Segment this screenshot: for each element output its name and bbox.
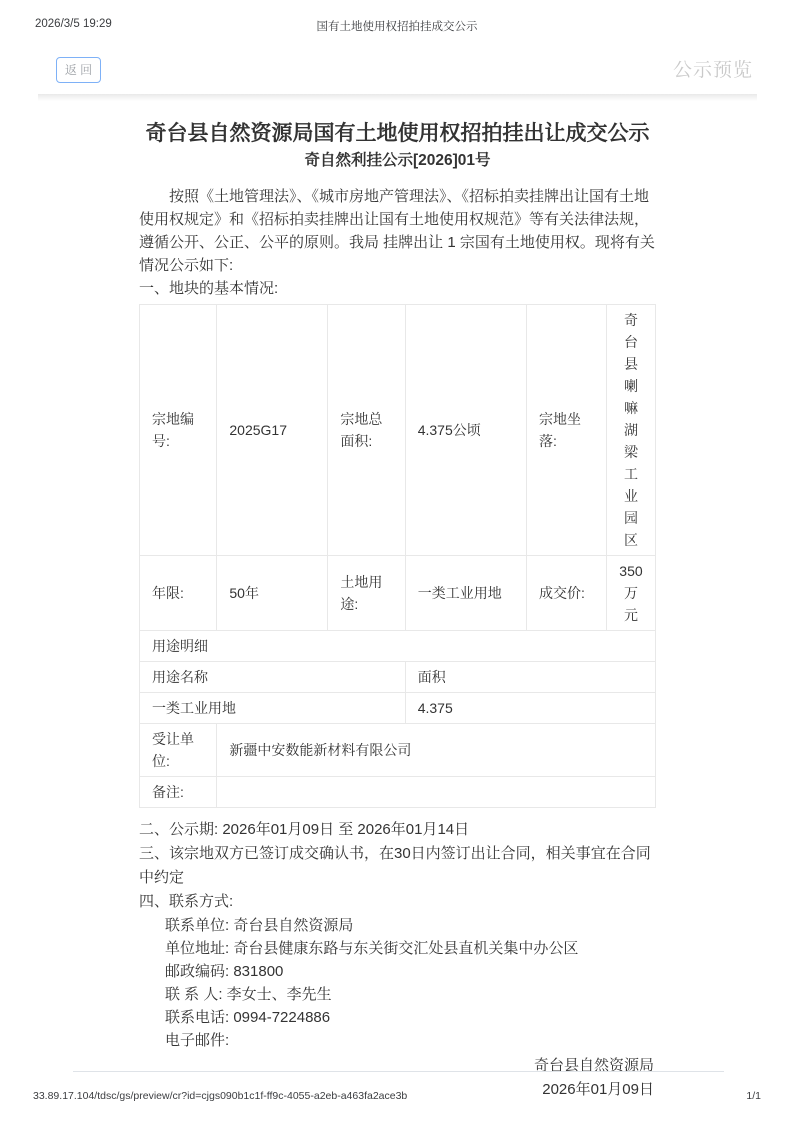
page-bottom-divider: [73, 1071, 724, 1072]
table-row: [140, 777, 656, 808]
contact-email-line: 电子邮件:: [165, 1032, 230, 1049]
usage-detail-heading: 用途明细: [140, 631, 656, 662]
usage-area-value: 4.375: [405, 693, 655, 724]
land-use-value: 一类工业用地: [405, 556, 526, 631]
section4-heading: 四、联系方式:: [139, 893, 234, 910]
usage-name-header: 用途名称: [140, 662, 406, 693]
table-row: [140, 631, 656, 662]
table-row: [140, 556, 656, 631]
print-footer: [0, 1090, 794, 1104]
parcel-id-label: 宗地编号:: [140, 305, 217, 556]
contact-person-line: 联 系 人: 李女士、李先生: [165, 986, 332, 1003]
contact-postcode-line: 邮政编码: 831800: [165, 963, 284, 980]
section3-contract-note: 三、该宗地双方已签订成交确认书，在30日内签订出让合同，相关事宜在合同中约定: [139, 845, 651, 886]
section2-publicity-period: 二、公示期: 2026年01月09日 至 2026年01月14日: [139, 821, 470, 838]
print-footer-url: 33.89.17.104/tdsc/gs/preview/cr?id=cjgs090b1c1f-ff9c-4055-a2eb-a463fa2ace3b: [33, 1090, 408, 1102]
sections: [139, 818, 656, 1102]
transferee-label: 受让单位:: [140, 724, 217, 777]
document-title: 奇台县自然资源局国有土地使用权招拍挂出让成交公示: [145, 122, 650, 145]
usage-name-value: 一类工业用地: [140, 693, 406, 724]
parcel-id-value: 2025G17: [217, 305, 328, 556]
remark-label: 备注:: [140, 777, 217, 808]
print-header-datetime: 2026/3/5 19:29: [35, 18, 112, 30]
print-header-title: 国有土地使用权招拍挂成交公示: [316, 21, 478, 33]
usage-area-header: 面积: [405, 662, 655, 693]
parcel-info-table: [139, 304, 656, 808]
contact-phone-line: 联系电话: 0994-7224886: [165, 1009, 331, 1026]
contact-block: [139, 914, 656, 1052]
land-use-label: 土地用途:: [328, 556, 405, 631]
intro-paragraph: 按照《土地管理法》、《城市房地产管理法》、《招标拍卖挂牌出让国有土地使用权规定》和《招标拍卖挂牌出让国有土地使用权规范》等有关法律法规，遵循公开、公正、公平的原则。我局 挂牌出让 1 宗国有土地使用权。现将有关情况公示如下:: [139, 188, 655, 274]
table-row: [140, 662, 656, 693]
deal-price-value: 350万元: [606, 556, 655, 631]
signature-org: 奇台县自然资源局: [533, 1057, 654, 1074]
location-value: 奇台县喇嘛湖梁工业园区: [606, 305, 655, 556]
preview-page-title: 公示预览: [672, 60, 753, 81]
total-area-label: 宗地总面积:: [328, 305, 405, 556]
total-area-value: 4.375公顷: [405, 305, 526, 556]
contact-address-line: 单位地址: 奇台县健康东路与东关街交汇处县直机关集中办公区: [165, 940, 579, 957]
table-row: [140, 693, 656, 724]
toolbar-divider-shadow: [38, 94, 757, 101]
section1-heading: 一、地块的基本情况:: [139, 280, 279, 297]
location-label: 宗地坐落:: [526, 305, 606, 556]
document-number: 奇自然利挂公示[2026]01号: [304, 152, 491, 169]
term-value: 50年: [217, 556, 328, 631]
term-label: 年限:: [140, 556, 217, 631]
print-footer-page-number: 1/1: [746, 1090, 761, 1102]
back-button[interactable]: 返 回: [56, 57, 101, 83]
announcement-document: [139, 120, 656, 1102]
print-header: [0, 18, 794, 34]
table-row: [140, 305, 656, 556]
remark-value: [217, 777, 656, 808]
table-row: [140, 724, 656, 777]
signature-date: 2026年01月09日: [542, 1081, 654, 1098]
contact-org-line: 联系单位: 奇台县自然资源局: [165, 917, 354, 934]
transferee-value: 新疆中安数能新材料有限公司: [217, 724, 656, 777]
deal-price-label: 成交价:: [526, 556, 606, 631]
